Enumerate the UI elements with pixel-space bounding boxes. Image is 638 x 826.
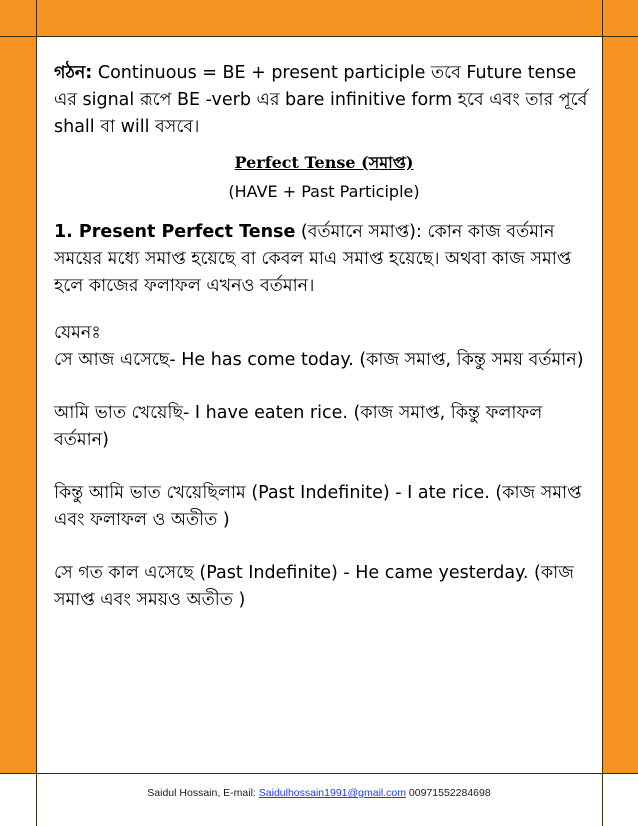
formation-text: Continuous = BE + present participle তবে Future tense এর signal রূপে BE -verb এর bare infinitive form হবে এবং তার পূর্বে shall বা will বসবে। (54, 63, 588, 137)
perfect-tense-heading: Perfect Tense (সমাপ্ত) (234, 153, 414, 172)
present-perfect-title: 1. Present Perfect Tense (54, 222, 296, 242)
top-rule (0, 36, 638, 37)
top-border (0, 0, 638, 36)
example-3: কিন্তু আমি ভাত খেয়েছিলাম (Past Indefinite) - I ate rice. (কাজ সমাপ্ত এবং ফলাফল ও অতীত ) (54, 483, 582, 530)
formation-paragraph (54, 60, 594, 141)
footer-email-link[interactable]: Saidulhossain1991@gmail.com (258, 787, 407, 799)
formation-label: গঠন: (54, 63, 93, 83)
example-label: যেমনঃ (54, 323, 101, 343)
footer (0, 787, 638, 799)
right-rule (602, 0, 603, 826)
example-1: সে আজ এসেছে- He has come today. (কাজ সমাপ্ত, কিন্তু সময় বর্তমান) (54, 350, 584, 370)
bottom-margin (0, 773, 638, 826)
page-content (54, 60, 594, 614)
present-perfect-text: (বর্তমানে সমাপ্ত): কোন কাজ বর্তমান সময়ের মধ্যে সমাপ্ত হয়েছে বা কেবল মাএ সমাপ্ত হয়েছে। অথবা কাজ সমাপ্ত হলে কাজের ফলাফল এখনও বর্তমান। (54, 222, 572, 296)
left-rule (36, 0, 37, 826)
present-perfect-paragraph (54, 219, 594, 300)
left-border (0, 0, 36, 826)
footer-phone: 00971552284698 (406, 787, 491, 799)
bottom-rule (0, 773, 638, 774)
example-4: সে গত কাল এসেছে (Past Indefinite) - He came yesterday. (কাজ সমাপ্ত এবং সময়ও অতীত ) (54, 563, 574, 610)
right-border (603, 0, 638, 826)
perfect-tense-formula: (HAVE + Past Participle) (228, 182, 420, 201)
example-2: আমি ভাত খেয়েছি- I have eaten rice. (কাজ সমাপ্ত, কিন্তু ফলাফল বর্তমান) (54, 403, 543, 450)
footer-author: Saidul Hossain, E-mail: (147, 787, 259, 799)
